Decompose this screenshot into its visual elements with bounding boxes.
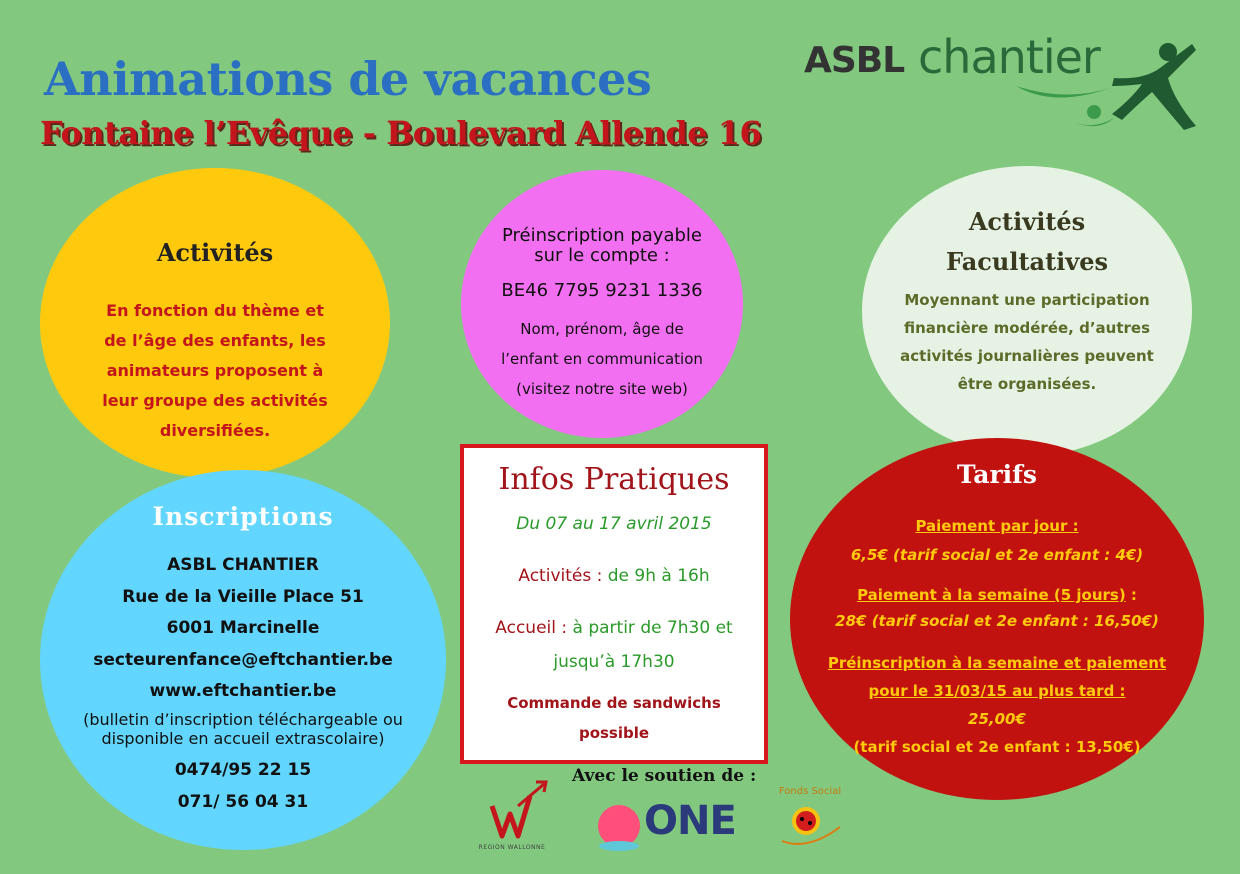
activites-circle — [40, 168, 390, 478]
activites-heading: Activités — [156, 238, 274, 267]
asbl-chantier-logo — [804, 30, 1204, 130]
facultatives-line: financière modérée, d’autres — [903, 319, 1150, 337]
tarif-preinscription-value: 25,00€ — [968, 710, 1026, 728]
facultatives-heading — [862, 202, 1192, 282]
inscriptions-note-line: (bulletin d’inscription téléchargeable ou — [83, 710, 403, 729]
tarif-preinscription-note: (tarif social et 2e enfant : 13,50€) — [853, 738, 1141, 756]
infos-dates: Du 07 au 17 avril 2015 — [516, 514, 712, 534]
phone-number: 0474/95 22 15 — [174, 760, 312, 780]
tarif-preinscription-title: Préinscription à la semaine et paiement — [827, 654, 1167, 672]
inscriptions-heading: Inscriptions — [152, 502, 334, 531]
accueil-label: Accueil : — [495, 618, 568, 638]
infos-sandwich — [464, 688, 764, 748]
fonds-social-logo — [768, 786, 852, 856]
region-wallonne-logo — [470, 778, 554, 852]
sandwich-line: Commande de sandwichs — [507, 694, 721, 712]
page-subtitle: Fontaine l’Evêque - Boulevard Allende 16 — [40, 114, 762, 152]
preinscription-line: l’enfant en communication — [501, 350, 703, 368]
activites-label: Activités : — [518, 566, 603, 586]
logo-chantier-text: chantier — [918, 30, 1100, 84]
tarif-jour — [790, 512, 1204, 570]
infos-activites — [464, 566, 764, 586]
accueil-hours: à partir de 7h30 et — [567, 618, 733, 638]
inscriptions-circle — [40, 470, 446, 850]
activites-line: de l’âge des enfants, les — [104, 331, 326, 350]
preinscription-details — [461, 314, 743, 404]
tarif-semaine-value: 28€ (tarif social et 2e enfant : 16,50€) — [835, 612, 1159, 630]
tarifs-heading: Tarifs — [957, 460, 1037, 489]
facultatives-line: activités journalières peuvent — [900, 347, 1154, 365]
infos-heading: Infos Pratiques — [498, 462, 730, 497]
preinscription-line: (visitez notre site web) — [516, 380, 688, 398]
website-link[interactable]: www.eftchantier.be — [149, 681, 337, 701]
facultatives-text — [862, 286, 1192, 398]
one-ball-icon — [594, 802, 644, 852]
preinscription-title — [461, 226, 743, 266]
activites-line: En fonction du thème et — [106, 301, 324, 320]
inscriptions-note — [40, 710, 446, 748]
preinscription-line: sur le compte : — [534, 245, 670, 266]
tarifs-circle — [790, 438, 1204, 800]
tarif-preinscription — [790, 649, 1204, 761]
activites-line: animateurs proposent à — [106, 361, 324, 380]
tarif-semaine — [790, 582, 1204, 634]
facultatives-line: Moyennant une participation — [904, 291, 1150, 309]
infos-accueil — [464, 611, 764, 679]
phone-number: 071/ 56 04 31 — [177, 792, 309, 812]
region-wallonne-icon — [470, 778, 554, 840]
ladybug-icon — [768, 797, 852, 853]
tarif-semaine-title: Paiement à la semaine (5 jours) — [857, 586, 1126, 604]
inscriptions-line: ASBL CHANTIER — [167, 555, 319, 575]
activites-text — [40, 296, 390, 446]
account-number: BE46 7795 9231 1336 — [501, 280, 703, 301]
inscriptions-phones — [40, 754, 446, 818]
inscriptions-note-line: disponible en accueil extrascolaire) — [101, 729, 385, 748]
one-text: ONE — [644, 798, 736, 844]
region-wallonne-text: REGION WALLONNE — [478, 844, 546, 851]
tarif-preinscription-title: pour le 31/03/15 au plus tard : — [868, 682, 1126, 700]
facultatives-line: être organisées. — [957, 375, 1097, 393]
preinscription-line: Préinscription payable — [502, 225, 702, 246]
facultatives-circle — [862, 166, 1192, 456]
inscriptions-address — [40, 550, 446, 708]
logo-asbl-text: ASBL — [804, 40, 905, 81]
preinscription-line: Nom, prénom, âge de — [520, 320, 684, 338]
facultatives-heading-line: Activités — [968, 207, 1086, 236]
accueil-hours-end: jusqu’à 17h30 — [553, 652, 675, 672]
tarif-jour-title: Paiement par jour : — [915, 517, 1079, 535]
activites-line: diversifiées. — [159, 421, 271, 440]
inscriptions-line: 6001 Marcinelle — [166, 618, 320, 638]
preinscription-circle — [461, 170, 743, 438]
support-label: Avec le soutien de : — [572, 766, 757, 786]
sandwich-line: possible — [578, 724, 650, 742]
email-link[interactable]: secteurenfance@eftchantier.be — [93, 649, 393, 670]
tarif-jour-value: 6,5€ (tarif social et 2e enfant : 4€) — [850, 546, 1144, 564]
infos-pratiques-box — [460, 444, 768, 764]
facultatives-heading-line: Facultatives — [945, 247, 1109, 276]
one-logo — [594, 800, 734, 856]
activites-line: leur groupe des activités — [102, 391, 328, 410]
fonds-social-text: Fonds Social — [778, 786, 842, 797]
page-title: Animations de vacances — [44, 52, 652, 106]
activites-hours: de 9h à 16h — [602, 566, 710, 586]
logo-swoosh-icon — [1014, 82, 1124, 130]
tarif-semaine-colon: : — [1125, 586, 1137, 604]
inscriptions-line: Rue de la Vieille Place 51 — [122, 586, 364, 607]
